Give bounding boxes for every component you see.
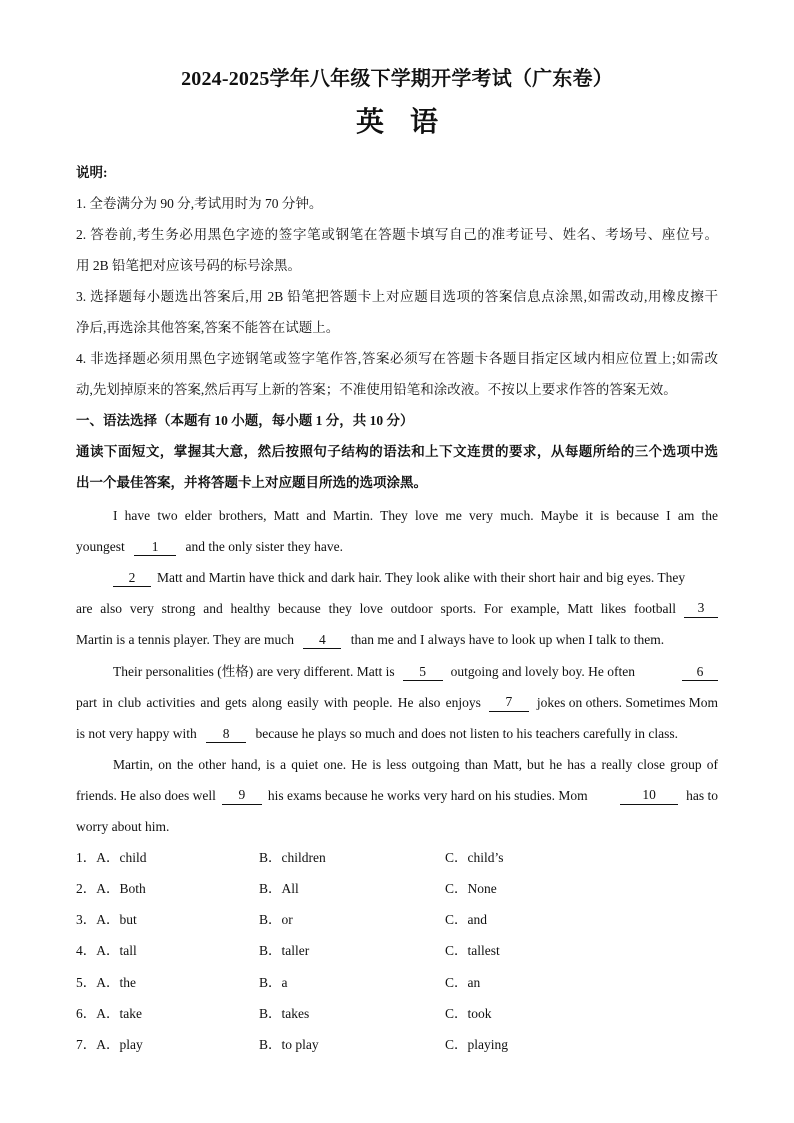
option-c: C．tallest [445,943,500,958]
question-options [76,880,718,898]
passage-text: is not very happy with [76,726,197,741]
question-options [76,1005,718,1023]
option-a: 4．A．tall [76,943,137,958]
passage-text: than me and I always have to look up when I talk to them. [350,632,665,647]
option-a: 3．A．but [76,912,137,927]
passage-text: because he plays so much and does not listen to his teachers carefully in class. [255,726,679,741]
option-b: B．All [259,881,299,896]
section-heading: 一、语法选择（本题有 10 小题，每小题 1 分，共 10 分） [76,413,414,428]
passage-text: youngest [76,539,125,554]
passage-text: Matt and Martin have thick and dark hair. They look alike with their short hair and big eyes. They [157,570,686,585]
option-a: 1．A．child [76,850,147,865]
question-options [76,911,718,929]
blank-3: 3 [684,600,718,618]
question-options [76,942,718,960]
passage-text: Martin is a tennis player. They are much [76,632,294,647]
passage-text: and the only sister they have. [185,539,343,554]
option-c: C．child’s [445,850,504,865]
option-b: B．takes [259,1006,310,1021]
blank-9: 9 [222,787,262,805]
passage-line [76,694,718,712]
passage-text: part in club activities and gets along easily with people. He also enjoys [76,695,481,710]
section-direction-line2: 出一个最佳答案，并将答题卡上对应题目所选的选项涂黑。 [76,475,427,490]
passage-line [113,569,718,587]
passage-line [76,538,718,556]
instructions-heading: 说明: [76,165,108,180]
passage-line: worry about him. [76,819,170,834]
passage-text: friends. He also does well [76,788,216,803]
passage-line [76,787,718,805]
option-a: 6．A．take [76,1006,142,1021]
subject-title: 英语 [355,105,464,138]
passage-text: outgoing and lovely boy. He often [450,664,635,679]
option-a: 5．A．the [76,975,136,990]
passage-text: are also very strong and healthy because they love outdoor sports. For example, Matt likes football [76,601,676,616]
instruction-3-line2: 净后,再选涂其他答案,答案不能答在试题上。 [76,320,340,335]
option-c: C．None [445,881,497,896]
passage-line: I have two elder brothers, Matt and Martin. They love me very much. Maybe it is because I am the [113,508,718,523]
instruction-4-line1: 4. 非选择题必须用黑色字迹钢笔或签字笔作答,答案必须写在答题卡各题目指定区域内相应位置上;如需改 [76,351,718,366]
blank-7: 7 [489,694,529,712]
passage-text: his exams because he works very hard on his studies. Mom [267,788,588,803]
blank-10: 10 [620,787,678,805]
option-c: C．and [445,912,487,927]
question-options [76,849,718,867]
blank-5: 5 [403,664,443,681]
instruction-1: 1. 全卷满分为 90 分,考试用时为 70 分钟。 [76,196,323,211]
exam-title: 2024-2025学年八年级下学期开学考试（广东卷） [181,68,613,90]
question-options [76,1036,718,1054]
blank-1: 1 [134,539,176,556]
passage-line: Martin, on the other hand, is a quiet one. He is less outgoing than Matt, but he has a really close group of [113,757,718,772]
option-b: B．or [259,912,293,927]
instruction-3-line1: 3. 选择题每小题选出答案后,用 2B 铅笔把答题卡上对应题目选项的答案信息点涂黑,如需改动,用橡皮擦干 [76,289,718,304]
instruction-2-line1: 2. 答卷前,考生务必用黑色字迹的签字笔或钢笔在答题卡填写自己的准考证号、姓名、考场号、座位号。 [76,227,718,242]
option-a: 2．A．Both [76,881,146,896]
option-a: 7．A．play [76,1037,143,1052]
passage-line [76,600,718,618]
instruction-4-line2: 动,先划掉原来的答案,然后再写上新的答案；不准使用铅笔和涂改液。不按以上要求作答的答案无效。 [76,382,677,397]
passage-line [76,631,718,649]
section-direction-line1: 通读下面短文，掌握其大意，然后按照句子结构的语法和上下文连贯的要求，从每题所给的三个选项中选 [76,444,718,459]
blank-4: 4 [303,632,341,649]
instruction-2-line2: 用 2B 铅笔把对应该号码的标号涂黑。 [76,258,302,273]
blank-8: 8 [206,726,246,743]
passage-text: jokes on others. Sometimes Mom [536,695,718,710]
option-b: B．children [259,850,326,865]
passage-text: Their personalities (性格) are very different. Matt is [113,664,395,679]
passage-text: has to [686,788,718,803]
question-options [76,974,718,992]
option-b: B．a [259,975,288,990]
blank-2: 2 [113,570,151,587]
option-c: C．took [445,1006,492,1021]
option-c: C．an [445,975,481,990]
passage-line [76,725,718,743]
option-b: B．taller [259,943,310,958]
option-c: C．playing [445,1037,508,1052]
option-b: B．to play [259,1037,319,1052]
passage-line [113,663,718,681]
blank-6: 6 [682,664,718,681]
